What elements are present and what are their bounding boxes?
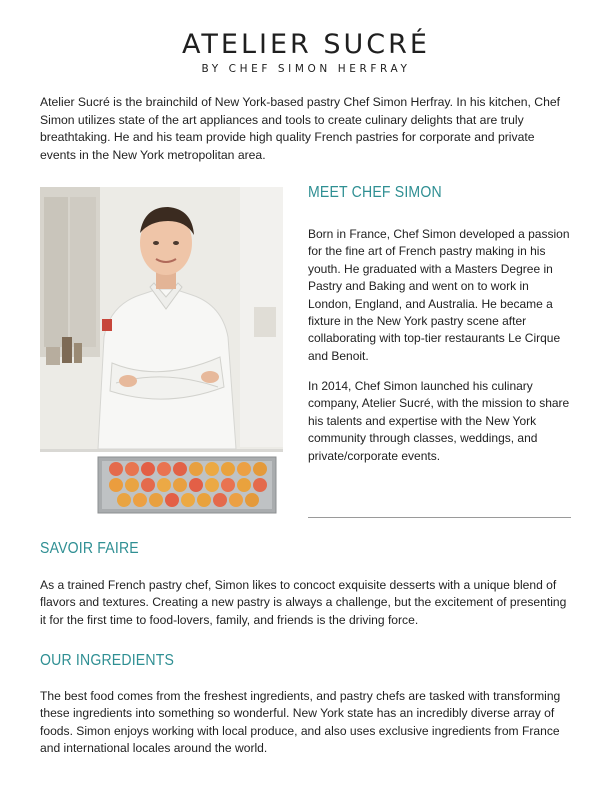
section-divider (308, 517, 571, 518)
intro-paragraph: Atelier Sucré is the brainchild of New York-based pastry Chef Simon Herfray. In his kitchen, Chef Simon utilizes state of the art appliances and tools to create culinary delights that are truly breathtaking. He and his team provide high quality French pastries for corporate and private events in the New York metropolitan area. (40, 95, 561, 162)
meet-chef-paragraph-2: In 2014, Chef Simon launched his culinary company, Atelier Sucré, with the mission to share his talents and expertise with the New York community through classes, weddings, and private/corporate events. (308, 379, 570, 463)
meet-chef-heading: MEET CHEF SIMON (308, 184, 442, 201)
brand-byline: BY CHEF SIMON HERFRAY (201, 63, 411, 75)
chef-photo (40, 187, 283, 518)
brand-title: ATELIER SUCRÉ (182, 29, 430, 60)
meet-chef-paragraph-1: Born in France, Chef Simon developed a passion for the fine art of French pastry making in his youth. He graduated with a Masters Degree in Pastry and Baking and went on to work in London, England, and Australia. He became a fixture in the New York pastry scene after collaborating with top-tier restaurants Le Cirque and Benoit. (308, 227, 570, 363)
brand-logo (0, 30, 612, 76)
chef-illustration (40, 187, 283, 518)
savoir-faire-paragraph: As a trained French pastry chef, Simon likes to concoct exquisite desserts with a unique blend of flavors and textures. Creating a new pastry is always a challenge, but the excitement of presenting it for the first time to food-lovers, family, and friends is the driving force. (40, 578, 567, 627)
ingredients-heading: OUR INGREDIENTS (40, 652, 175, 669)
ingredients-paragraph: The best food comes from the freshest ingredients, and pastry chefs are tasked with transforming these ingredients into something so wonderful. New York state has an incredibly diverse array of foods. Simon enjoys working with local produce, and also uses exclusive ingredients from France and international locales around the world. (40, 689, 561, 756)
savoir-faire-heading: SAVOIR FAIRE (40, 540, 139, 557)
